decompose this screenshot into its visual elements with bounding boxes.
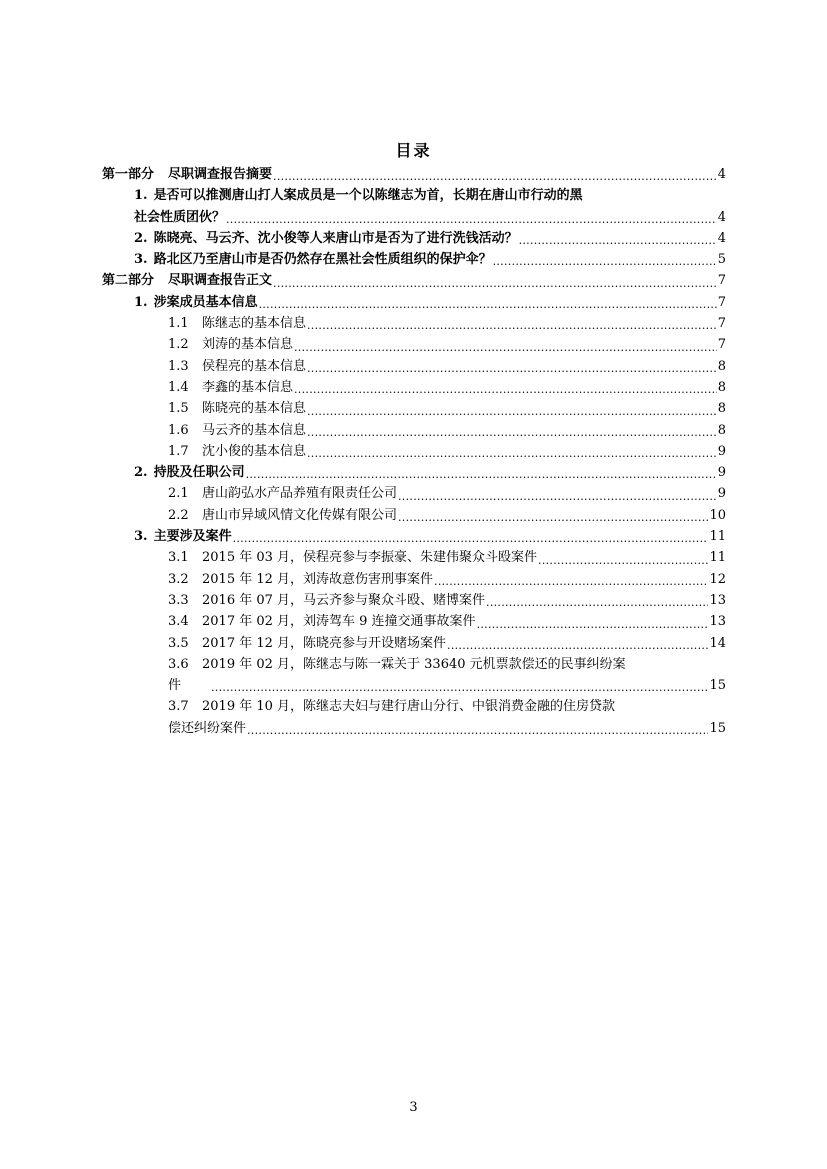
toc-entry-number: 2. — [134, 465, 148, 481]
toc-entry-text: 是否可以推测唐山打人案成员是一个以陈继志为首，长期在唐山市行动的黑 — [153, 188, 583, 204]
toc-entry-3-1[interactable] — [102, 547, 726, 568]
toc-entry-1-6[interactable] — [102, 420, 726, 441]
toc-entry-text: 陈晓亮、马云齐、沈小俊等人来唐山市是否为了进行洗钱活动？ — [153, 230, 518, 246]
dot-leader — [307, 441, 717, 462]
toc-entry-3-2[interactable] — [102, 569, 726, 590]
toc-entry-page: 14 — [709, 635, 726, 651]
toc-entry-1-5[interactable] — [102, 398, 726, 419]
toc-entry-page: 15 — [709, 720, 726, 736]
toc-entry-3-7-continuation[interactable] — [102, 718, 726, 739]
toc-entry-page: 7 — [717, 273, 726, 289]
toc-entry-text: 持股及任职公司 — [153, 465, 245, 481]
dot-leader — [398, 483, 717, 504]
toc-entry-number: 1.1 — [168, 316, 189, 332]
dot-leader — [307, 398, 717, 419]
dot-leader — [273, 270, 717, 291]
table-of-contents — [102, 164, 726, 739]
toc-entry-part-2[interactable] — [102, 270, 726, 291]
toc-entry-1-4[interactable] — [102, 377, 726, 398]
dot-leader — [294, 377, 717, 398]
toc-entry-3-3[interactable] — [102, 590, 726, 611]
toc-entry-page: 13 — [709, 614, 726, 630]
toc-entry-text: 沈小俊的基本信息 — [202, 443, 307, 459]
toc-entry-text: 尽职调查报告正文 — [168, 273, 273, 289]
dot-leader — [307, 420, 717, 441]
toc-entry-page: 10 — [709, 507, 726, 523]
toc-entry-number: 2. — [134, 230, 148, 246]
toc-entry-text: 2015 年 12 月，刘涛故意伤害刑事案件 — [202, 571, 434, 587]
toc-entry-text: 尽职调查报告摘要 — [168, 167, 273, 182]
toc-entry-number: 1.5 — [168, 401, 189, 417]
toc-entry-text: 陈继志的基本信息 — [202, 316, 307, 332]
dot-leader — [398, 505, 708, 526]
toc-entry-number: 第二部分 — [102, 273, 155, 289]
toc-entry-3-7-first-line[interactable] — [102, 696, 726, 717]
toc-entry-number: 1.6 — [168, 422, 189, 438]
toc-entry-text: 2017 年 02 月，刘涛驾车 9 连撞交通事故案件 — [202, 614, 476, 630]
toc-entry-text-continuation: 社会性质团伙？ — [134, 209, 226, 225]
dot-leader — [447, 633, 708, 654]
toc-entry-page: 8 — [717, 379, 726, 395]
dot-leader — [294, 334, 717, 355]
toc-entry-page: 4 — [717, 230, 726, 246]
toc-entry-number: 3.5 — [168, 635, 189, 651]
dot-leader — [519, 228, 717, 249]
toc-entry-3-6-continuation[interactable] — [102, 675, 726, 696]
toc-entry-text: 唐山韵弘水产品养殖有限责任公司 — [202, 486, 398, 502]
toc-entry-page: 8 — [717, 422, 726, 438]
toc-entry-text: 涉案成员基本信息 — [153, 294, 258, 310]
toc-entry-number: 3. — [134, 529, 148, 545]
toc-entry-page: 5 — [717, 252, 726, 268]
toc-entry-number: 3.4 — [168, 614, 189, 630]
toc-entry-number: 1.7 — [168, 443, 189, 459]
toc-entry-text: 主要涉及案件 — [153, 529, 232, 545]
toc-entry-text: 2019 年 02 月，陈继志与陈一霖关于 33640 元机票款偿还的民事纠纷案 — [202, 656, 626, 672]
toc-entry-text: 陈晓亮的基本信息 — [202, 401, 307, 417]
toc-entry-text: 唐山市异域风情文化传媒有限公司 — [202, 507, 398, 523]
toc-entry-number: 1. — [134, 294, 148, 310]
toc-entry-2-1[interactable] — [102, 483, 726, 504]
toc-entry-number: 1. — [134, 188, 148, 204]
toc-entry-number: 3.2 — [168, 571, 189, 587]
toc-entry-1-first-line[interactable] — [102, 185, 726, 206]
dot-leader — [477, 611, 709, 632]
dot-leader — [226, 207, 717, 228]
toc-entry-number: 2.2 — [168, 507, 189, 523]
toc-entry-text: 马云齐的基本信息 — [202, 422, 307, 438]
toc-entry-part-1[interactable] — [102, 164, 726, 185]
toc-entry-number: 第一部分 — [102, 167, 155, 182]
toc-entry-1-2[interactable] — [102, 334, 726, 355]
toc-entry-text: 侯程亮的基本信息 — [202, 358, 307, 374]
toc-entry-number: 3. — [134, 252, 148, 268]
dot-leader — [434, 569, 708, 590]
toc-entry-number: 1.2 — [168, 337, 189, 353]
toc-entry-page: 7 — [717, 316, 726, 332]
toc-entry-number: 3.1 — [168, 550, 189, 566]
toc-entry-page: 9 — [717, 443, 726, 459]
toc-entry-1-7[interactable] — [102, 441, 726, 462]
toc-entry-page: 9 — [717, 486, 726, 502]
toc-title: 目录 — [395, 141, 432, 160]
toc-entry-3-4[interactable] — [102, 611, 726, 632]
page-number: 3 — [409, 1100, 418, 1115]
toc-entry-text: 路北区乃至唐山市是否仍然存在黑社会性质组织的保护伞？ — [153, 252, 492, 268]
toc-entry-number: 3.3 — [168, 592, 189, 608]
toc-entry-number: 1.4 — [168, 379, 189, 395]
toc-entry-1-1[interactable] — [102, 313, 726, 334]
toc-entry-1-3[interactable] — [102, 356, 726, 377]
dot-leader — [247, 718, 708, 739]
toc-entry-text: 2017 年 12 月，陈晓亮参与开设赌场案件 — [202, 635, 447, 651]
dot-leader — [486, 590, 708, 611]
toc-entry-text: 2016 年 07 月，马云齐参与聚众斗殴、赌博案件 — [202, 592, 486, 608]
toc-entry-page: 7 — [717, 337, 726, 353]
toc-entry-2-2[interactable] — [102, 505, 726, 526]
toc-entry-number: 3.6 — [168, 656, 189, 672]
toc-entry-text: 刘涛的基本信息 — [202, 337, 294, 353]
dot-leader — [259, 292, 717, 313]
toc-entry-page: 7 — [717, 294, 726, 310]
toc-entry-page: 8 — [717, 401, 726, 417]
toc-entry-number: 1.3 — [168, 358, 189, 374]
toc-entry-number: 3.7 — [168, 699, 189, 715]
dot-leader — [493, 249, 717, 270]
toc-entry-page: 4 — [717, 209, 726, 225]
toc-entry-text: 2015 年 03 月，侯程亮参与李振豪、朱建伟聚众斗殴案件 — [202, 550, 538, 566]
toc-entry-page: 12 — [709, 571, 726, 587]
toc-entry-3-5[interactable] — [102, 633, 726, 654]
toc-entry-page: 13 — [709, 592, 726, 608]
toc-entry-section-3[interactable] — [102, 526, 726, 547]
toc-entry-number: 2.1 — [168, 486, 189, 502]
dot-leader — [273, 164, 717, 185]
toc-entry-page: 11 — [709, 529, 726, 545]
toc-entry-text-continuation: 偿还纠纷案件 — [168, 720, 247, 736]
toc-entry-text: 李鑫的基本信息 — [202, 379, 294, 395]
toc-entry-page: 11 — [709, 550, 726, 566]
toc-entry-1-continuation[interactable] — [102, 207, 726, 228]
toc-entry-page: 8 — [717, 358, 726, 374]
toc-entry-2[interactable] — [102, 228, 726, 249]
toc-entry-page: 15 — [709, 678, 726, 694]
toc-entry-page: 4 — [717, 167, 726, 182]
toc-entry-3-6-first-line[interactable] — [102, 654, 726, 675]
toc-entry-section-1[interactable] — [102, 292, 726, 313]
dot-leader — [211, 675, 708, 696]
dot-leader — [538, 547, 708, 568]
toc-entry-page: 9 — [717, 465, 726, 481]
dot-leader — [307, 313, 717, 334]
toc-entry-section-2[interactable] — [102, 462, 726, 483]
dot-leader — [233, 526, 709, 547]
dot-leader — [307, 356, 717, 377]
toc-entry-text-continuation: 件 — [168, 678, 182, 694]
dot-leader — [246, 462, 717, 483]
toc-entry-text: 2019 年 10 月，陈继志夫妇与建行唐山分行、中银消费金融的住房贷款 — [202, 699, 616, 715]
toc-entry-3[interactable] — [102, 249, 726, 270]
